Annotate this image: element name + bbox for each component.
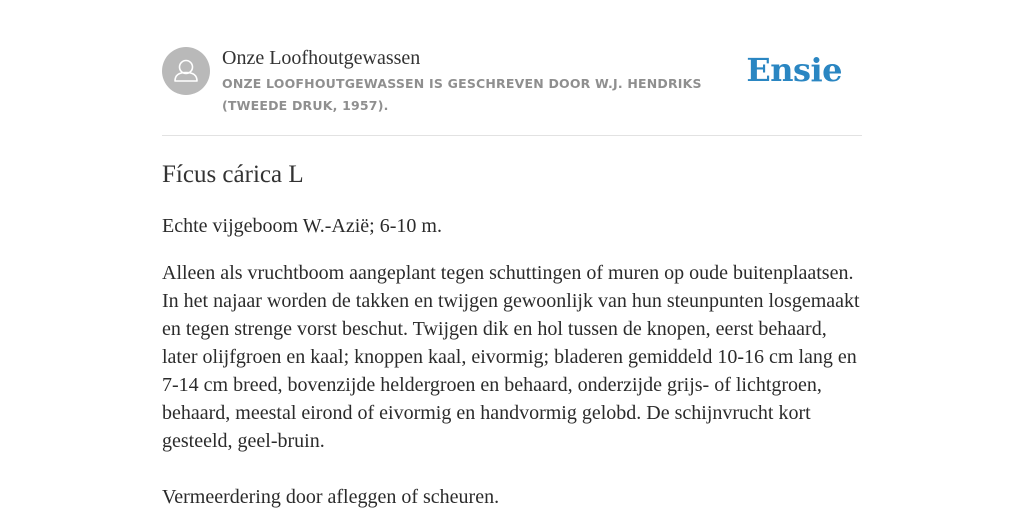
entry-propagation: Vermeerdering door afleggen of scheuren.	[162, 486, 500, 508]
header-divider	[162, 135, 862, 136]
publication-title[interactable]: Onze Loofhoutgewassen	[222, 47, 421, 69]
entry-body: Alleen als vruchtboom aangeplant tegen schuttingen of muren op oude buitenplaatsen. In het najaar worden de takken en twijgen gewoonlijk van hun steunpunten losgemaakt en tegen strenge vorst beschut. Twijgen dik en hol tussen de knopen, eerst behaard, later olijfgroen en kaal; knoppen kaal, eivormig; bladeren gemiddeld 10-16 cm lang en 7-14 cm breed, bovenzijde heldergroen en behaard, onderzijde grijs- of lichtgroen, behaard, meestal eirond of eivormig en handvormig gelobd. De schijnvrucht kort gesteeld, geel-bruin.	[162, 262, 860, 452]
brand-logo[interactable]: Ensie	[746, 51, 842, 89]
avatar	[162, 47, 210, 95]
user-silhouette-icon	[162, 47, 210, 95]
entry-content	[162, 158, 862, 511]
publication-header	[162, 46, 862, 136]
entry-title: Fícus cárica L	[162, 161, 304, 188]
entry-subtitle: Echte vijgeboom W.-Azië; 6-10 m.	[162, 215, 442, 237]
publication-description: ONZE LOOFHOUTGEWASSEN IS GESCHREVEN DOOR W.J. HENDRIKS (TWEEDE DRUK, 1957).	[222, 76, 702, 113]
